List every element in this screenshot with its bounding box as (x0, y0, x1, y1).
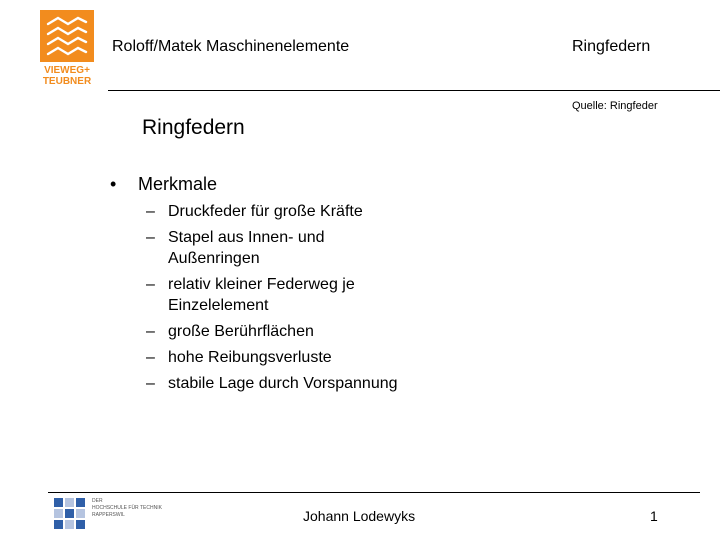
bullet-item (110, 174, 217, 195)
svg-text:HOCHSCHULE FÜR TECHNIK: HOCHSCHULE FÜR TECHNIK (92, 505, 162, 511)
svg-text:TEUBNER: TEUBNER (42, 76, 92, 86)
list-item-text: relativ kleiner Federweg je Einzelelement (168, 276, 355, 314)
dash-marker: – (146, 349, 155, 366)
chapter-title: Ringfedern (572, 38, 651, 55)
university-logo (52, 496, 184, 530)
dash-marker: – (146, 203, 155, 220)
svg-text:VIEWEG+: VIEWEG+ (44, 65, 90, 76)
footer-divider (48, 492, 700, 493)
author-name: Johann Lodewyks (303, 508, 416, 524)
list-item (146, 321, 406, 342)
dash-marker: – (146, 229, 155, 246)
svg-text:DER: DER (92, 498, 103, 504)
slide-title: Ringfedern (142, 116, 245, 139)
dash-marker: – (146, 323, 155, 340)
book-title: Roloff/Matek Maschinenelemente (112, 38, 350, 55)
publisher-logo (40, 10, 94, 86)
bullet-marker: • (110, 174, 117, 194)
list-item (146, 227, 406, 269)
list-item-text: hohe Reibungsverluste (168, 349, 332, 366)
list-item-text: Stapel aus Innen- und Außenringen (168, 229, 325, 267)
list-item (146, 201, 406, 222)
list-item-text: große Berührflächen (168, 323, 314, 340)
list-item-text: stabile Lage durch Vorspannung (168, 375, 398, 392)
page-number: 1 (650, 508, 658, 524)
dash-marker: – (146, 375, 155, 392)
header-divider (108, 90, 720, 91)
list-item (146, 274, 406, 316)
bullet-label: Merkmale (138, 174, 218, 194)
source-note: Quelle: Ringfeder (572, 100, 658, 112)
svg-text:RAPPERSWIL: RAPPERSWIL (92, 512, 125, 518)
list-item-text: Druckfeder für große Kräfte (168, 203, 363, 220)
feature-list (146, 201, 406, 399)
list-item (146, 373, 406, 394)
dash-marker: – (146, 276, 155, 293)
list-item (146, 347, 406, 368)
